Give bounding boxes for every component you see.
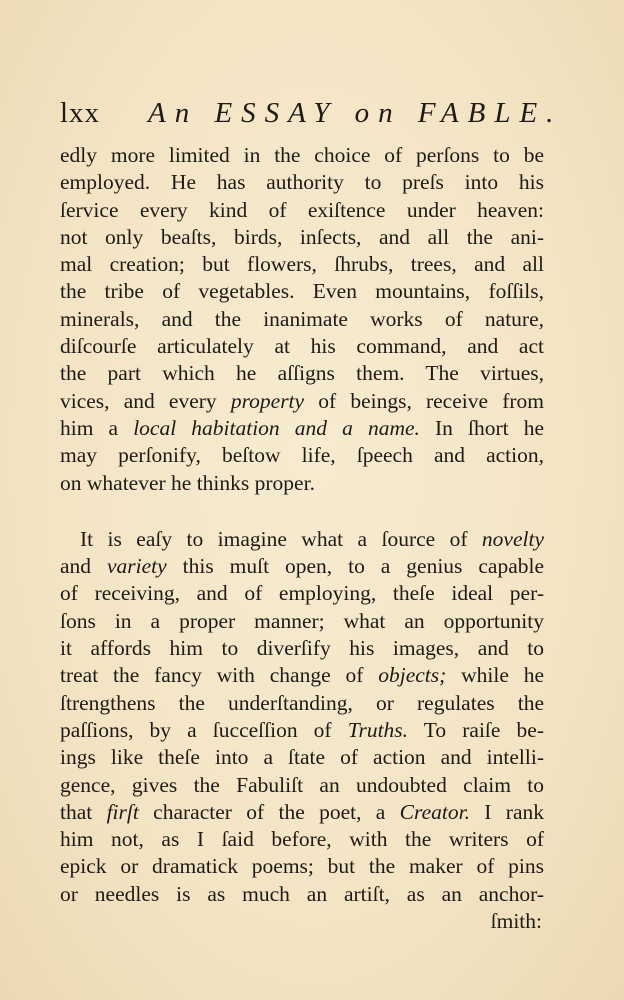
- text-line: [60, 169, 544, 196]
- text-line: [60, 717, 544, 744]
- italic-text: property: [230, 388, 305, 413]
- running-title: An ESSAY on FABLE.: [148, 97, 563, 129]
- text-line: [60, 772, 544, 799]
- text-run: and: [60, 554, 107, 579]
- text-line: [60, 224, 544, 251]
- italic-text: novelty: [481, 526, 544, 551]
- text-run: gence, gives the Fabuliſt an undoubted claim to: [60, 772, 544, 797]
- text-run: To raiſe be-: [408, 717, 544, 742]
- text-run: or needles is as much an artiſt, as an anchor-: [60, 881, 544, 906]
- text-line: [60, 278, 544, 305]
- text-line: [60, 197, 544, 224]
- text-run: ings like theſe into a ſtate of action and intelli-: [60, 745, 544, 770]
- paragraph-gap: [60, 497, 544, 526]
- text-line: [60, 690, 544, 717]
- text-line: [60, 553, 544, 580]
- text-line: [60, 360, 544, 387]
- text-run: paſſions, by a ſucceſſion of: [60, 717, 348, 742]
- text-line: [60, 251, 544, 278]
- text-line: [60, 608, 544, 635]
- text-run: vices, and every: [60, 388, 231, 413]
- text-line: [60, 470, 544, 497]
- text-run: I rank: [469, 799, 544, 824]
- text-run: edly more limited in the choice of perſons to be: [60, 143, 544, 167]
- paragraph: [60, 526, 544, 908]
- italic-text: objects;: [378, 663, 447, 688]
- text-run: It is eaſy to imagine what a ſource of: [80, 526, 482, 551]
- text-run: the part which he aſſigns them. The virtues,: [60, 361, 544, 386]
- italic-text: Truths.: [347, 717, 409, 742]
- text-line: [60, 881, 544, 908]
- italic-text: Creator.: [399, 799, 470, 824]
- text-run: not only beaſts, birds, inſects, and all the ani-: [60, 224, 544, 249]
- text-run: epick or dramatick poems; but the maker of pins: [60, 854, 544, 879]
- text-run: may perſonify, beſtow life, ſpeech and action,: [60, 443, 544, 468]
- text-run: the tribe of vegetables. Even mountains, foſſils,: [60, 279, 544, 304]
- paragraph: [60, 142, 544, 497]
- text-run: In ſhort he: [419, 415, 545, 440]
- text-line: [60, 142, 544, 169]
- text-run: employed. He has authority to preſs into his: [60, 170, 544, 195]
- text-run: this muſt open, to a genius capable: [166, 554, 545, 579]
- text-run: mal creation; but flowers, ſhrubs, trees, and all: [60, 252, 544, 277]
- text-line: [60, 306, 544, 333]
- text-run: ſervice every kind of exiſtence under heaven:: [60, 197, 544, 222]
- page-number: lxx: [60, 97, 101, 129]
- page-body: [60, 142, 544, 935]
- text-run: on whatever he thinks proper.: [60, 470, 315, 495]
- text-run: it affords him to diverſify his images, and to: [60, 636, 544, 661]
- text-line: [60, 662, 544, 689]
- text-line: [60, 333, 544, 360]
- text-line: [60, 635, 544, 662]
- text-line: [60, 526, 544, 553]
- text-run: while he: [446, 663, 545, 688]
- text-run: character of the poet, a: [138, 799, 400, 824]
- text-line: [60, 388, 544, 415]
- italic-text: firſt: [106, 799, 139, 824]
- text-line: [60, 580, 544, 607]
- text-run: of beings, receive from: [304, 388, 544, 413]
- catchword: ſmith:: [490, 909, 542, 934]
- text-run: him a: [60, 415, 134, 440]
- text-run: ſtrengthens the underſtanding, or regulates the: [60, 690, 544, 715]
- text-run: treat the fancy with change of: [60, 663, 379, 688]
- text-line: [60, 799, 544, 826]
- text-line: [60, 853, 544, 880]
- text-line: [60, 826, 544, 853]
- text-line: [60, 442, 544, 469]
- italic-text: local habitation and a name.: [133, 415, 420, 440]
- text-run: him not, as I ſaid before, with the writers of: [60, 827, 544, 852]
- italic-text: variety: [107, 554, 167, 579]
- text-run: of receiving, and of employing, theſe ideal per-: [60, 581, 544, 606]
- text-run: diſcourſe articulately at his command, and act: [60, 334, 544, 359]
- text-line: [60, 744, 544, 771]
- text-run: ſons in a proper manner; what an opportunity: [60, 608, 544, 633]
- text-line: [60, 415, 544, 442]
- text-run: minerals, and the inanimate works of nature,: [60, 306, 544, 331]
- text-run: that: [60, 799, 107, 824]
